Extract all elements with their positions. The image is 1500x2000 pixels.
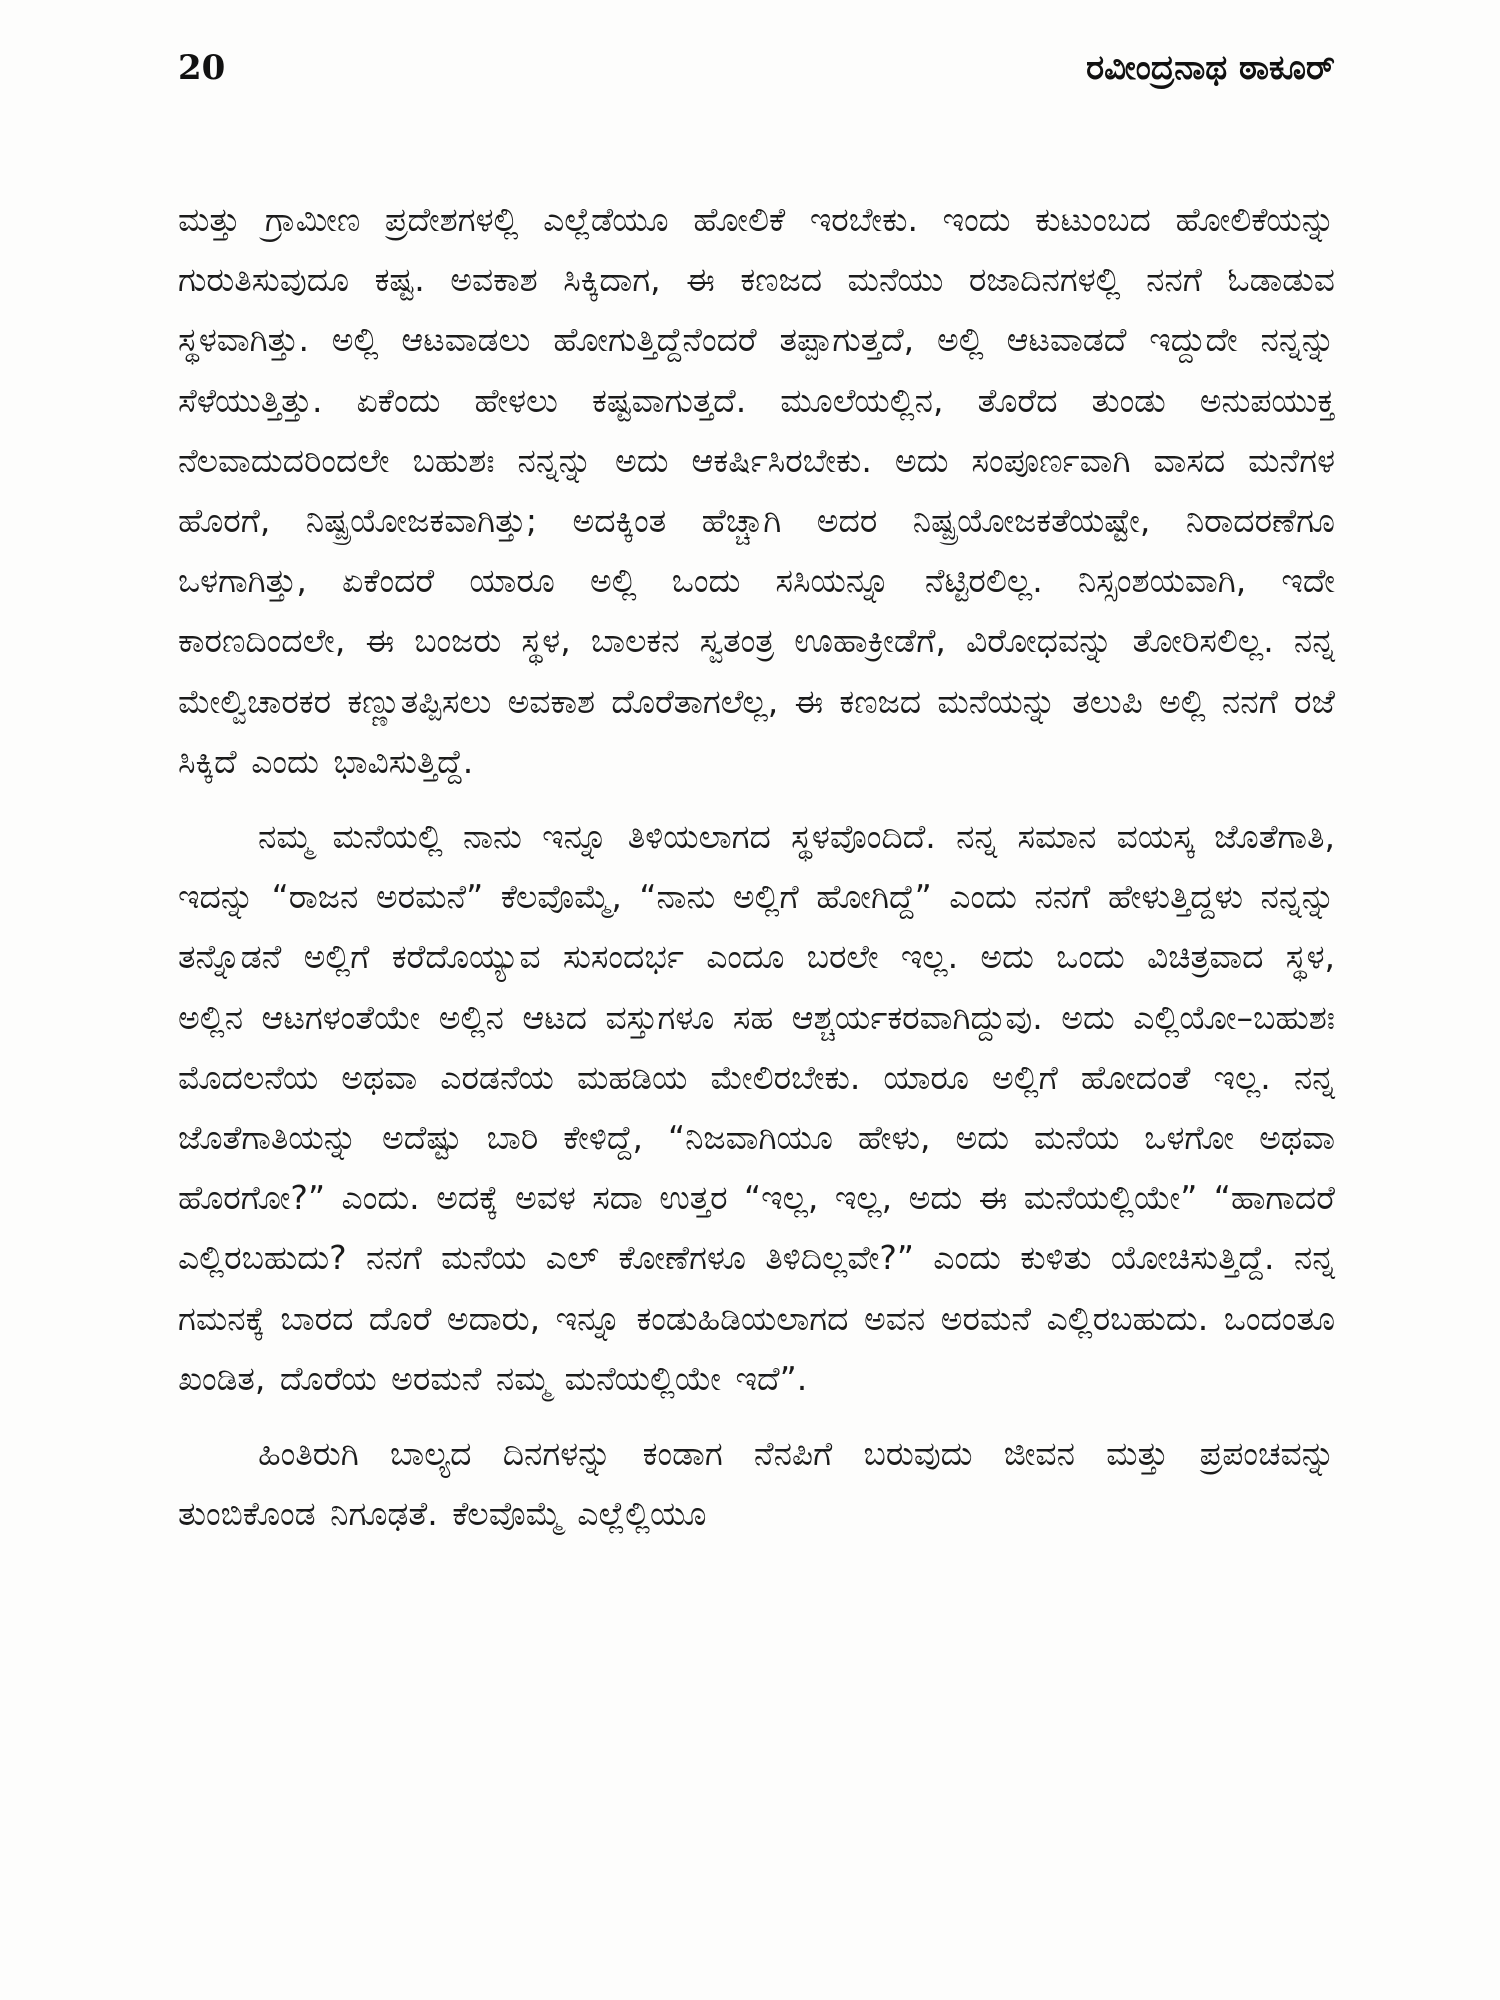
paragraph-1: ಮತ್ತು ಗ್ರಾಮೀಣ ಪ್ರದೇಶಗಳಲ್ಲಿ ಎಲ್ಲೆಡೆಯೂ ಹೋಲಿಕೆ ಇರಬೇಕು. ಇಂದು ಕುಟುಂಬದ ಹೋಲಿಕೆಯನ್ನು ಗುರುತಿಸುವುದೂ ಕಷ್ಟ. ಅವಕಾಶ ಸಿಕ್ಕಿದಾಗ, ಈ ಕಣಜದ ಮನೆಯು ರಜಾದಿನಗಳಲ್ಲಿ ನನಗೆ ಓಡಾಡುವ ಸ್ಥಳವಾಗಿತ್ತು. ಅಲ್ಲಿ ಆಟವಾಡಲು ಹೋಗುತ್ತಿದ್ದೆನೆಂದರೆ ತಪ್ಪಾಗುತ್ತದೆ, ಅಲ್ಲಿ ಆಟವಾಡದೆ ಇದ್ದುದೇ ನನ್ನನ್ನು ಸೆಳೆಯುತ್ತಿತ್ತು. ಏಕೆಂದು ಹೇಳಲು ಕಷ್ಟವಾಗುತ್ತದೆ. ಮೂಲೆಯಲ್ಲಿನ, ತೊರೆದ ತುಂಡು ಅನುಪಯುಕ್ತ ನೆಲವಾದುದರಿಂದಲೇ ಬಹುಶಃ ನನ್ನನ್ನು ಅದು ಆಕರ್ಷಿಸಿರಬೇಕು. ಅದು ಸಂಪೂರ್ಣವಾಗಿ ವಾಸದ ಮನೆಗಳ ಹೊರಗೆ, ನಿಷ್ಪ್ರಯೋಜಕವಾಗಿತ್ತು; ಅದಕ್ಕಿಂತ ಹೆಚ್ಚಾಗಿ ಅದರ ನಿಷ್ಪ್ರಯೋಜಕತೆಯಷ್ಟೇ, ನಿರಾದರಣೆಗೂ ಒಳಗಾಗಿತ್ತು, ಏಕೆಂದರೆ ಯಾರೂ ಅಲ್ಲಿ ಒಂದು ಸಸಿಯನ್ನೂ ನೆಟ್ಟಿರಲಿಲ್ಲ. ನಿಸ್ಸಂಶಯವಾಗಿ, ಇದೇ ಕಾರಣದಿಂದಲೇ, ಈ ಬಂಜರು ಸ್ಥಳ, ಬಾಲಕನ ಸ್ವತಂತ್ರ ಊಹಾಕ್ರೀಡೆಗೆ, ವಿರೋಧವನ್ನು ತೋರಿಸಲಿಲ್ಲ. ನನ್ನ ಮೇಲ್ವಿಚಾರಕರ ಕಣ್ಣುತಪ್ಪಿಸಲು ಅವಕಾಶ ದೊರೆತಾಗಲೆಲ್ಲ, ಈ ಕಣಜದ ಮನೆಯನ್ನು ತಲುಪಿ ಅಲ್ಲಿ ನನಗೆ ರಜೆ ಸಿಕ್ಕಿದೆ ಎಂದು ಭಾವಿಸುತ್ತಿದ್ದೆ. <box>178 200 1335 781</box>
paragraph-3: ಹಿಂತಿರುಗಿ ಬಾಲ್ಯದ ದಿನಗಳನ್ನು ಕಂಡಾಗ ನೆನಪಿಗೆ ಬರುವುದು ಜೀವನ ಮತ್ತು ಪ್ರಪಂಚವನ್ನು ತುಂಬಿಕೊಂಡ ನಿಗೂಢತೆ. ಕೆಲವೊಮ್ಮೆ ಎಲ್ಲೆಲ್ಲಿಯೂ <box>178 1434 1335 1534</box>
paragraph-2: ನಮ್ಮ ಮನೆಯಲ್ಲಿ ನಾನು ಇನ್ನೂ ತಿಳಿಯಲಾಗದ ಸ್ಥಳವೊಂದಿದೆ. ನನ್ನ ಸಮಾನ ವಯಸ್ಕ ಜೊತೆಗಾತಿ, ಇದನ್ನು “ರಾಜನ ಅರಮನೆ” ಕೆಲವೊಮ್ಮೆ, “ನಾನು ಅಲ್ಲಿಗೆ ಹೋಗಿದ್ದೆ” ಎಂದು ನನಗೆ ಹೇಳುತ್ತಿದ್ದಳು ನನ್ನನ್ನು ತನ್ನೊಡನೆ ಅಲ್ಲಿಗೆ ಕರೆದೊಯ್ಯುವ ಸುಸಂದರ್ಭ ಎಂದೂ ಬರಲೇ ಇಲ್ಲ. ಅದು ಒಂದು ವಿಚಿತ್ರವಾದ ಸ್ಥಳ, ಅಲ್ಲಿನ ಆಟಗಳಂತೆಯೇ ಅಲ್ಲಿನ ಆಟದ ವಸ್ತುಗಳೂ ಸಹ ಆಶ್ಚರ್ಯಕರವಾಗಿದ್ದುವು. ಅದು ಎಲ್ಲಿಯೋ–ಬಹುಶಃ ಮೊದಲನೆಯ ಅಥವಾ ಎರಡನೆಯ ಮಹಡಿಯ ಮೇಲಿರಬೇಕು. ಯಾರೂ ಅಲ್ಲಿಗೆ ಹೋದಂತೆ ಇಲ್ಲ. ನನ್ನ ಜೊತೆಗಾತಿಯನ್ನು ಅದೆಷ್ಟು ಬಾರಿ ಕೇಳಿದ್ದೆ, “ನಿಜವಾಗಿಯೂ ಹೇಳು, ಅದು ಮನೆಯ ಒಳಗೋ ಅಥವಾ ಹೊರಗೋ?” ಎಂದು. ಅದಕ್ಕೆ ಅವಳ ಸದಾ ಉತ್ತರ “ಇಲ್ಲ, ಇಲ್ಲ, ಅದು ಈ ಮನೆಯಲ್ಲಿಯೇ” “ಹಾಗಾದರೆ ಎಲ್ಲಿರಬಹುದು? ನನಗೆ ಮನೆಯ ಎಲ್ ಕೋಣೆಗಳೂ ತಿಳಿದಿಲ್ಲವೇ?” ಎಂದು ಕುಳಿತು ಯೋಚಿಸುತ್ತಿದ್ದೆ. ನನ್ನ ಗಮನಕ್ಕೆ ಬಾರದ ದೊರೆ ಅದಾರು, ಇನ್ನೂ ಕಂಡುಹಿಡಿಯಲಾಗದ ಅವನ ಅರಮನೆ ಎಲ್ಲಿರಬಹುದು. ಒಂದಂತೂ ಖಂಡಿತ, ದೊರೆಯ ಅರಮನೆ ನಮ್ಮ ಮನೆಯಲ್ಲಿಯೇ ಇದೆ”. <box>178 817 1335 1398</box>
page-number: 20 <box>178 48 226 88</box>
book-title: ರವೀಂದ್ರನಾಥ ಠಾಕೂರ್ <box>1086 48 1335 88</box>
body-text <box>178 190 1335 1544</box>
running-head <box>178 48 1335 108</box>
